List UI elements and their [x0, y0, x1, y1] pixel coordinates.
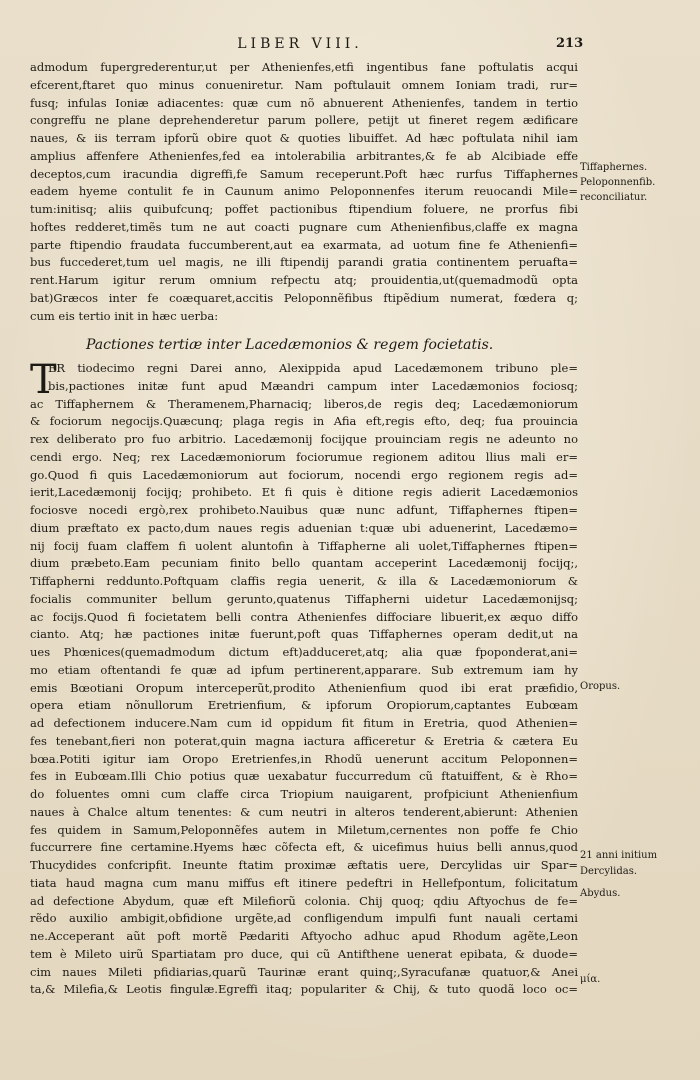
text-line: parte ftipendio fraudata fuccumberent,aut ea exarmata, ad uotum fine fe Athenienfi= — [30, 237, 578, 252]
text-line: congreffu ne plane deprehenderetur parum pollere, petijt ut fineret regem ædificare — [30, 113, 578, 128]
text-line: bus fuccederet,tum uel magis, ne illi ftipendij parandi gratia continentem peruafta= — [30, 255, 578, 270]
text-line: efcerent,ftaret quo minus conueniretur. Nam poftulauit omnem Ioniam tradi, rur= — [30, 77, 578, 92]
text-line: rẽdo auxilio ambigit,obfidione urgẽte,ad confligendum impulfi funt nauali certami — [30, 911, 578, 926]
text-line: fes in Eubœam.Illi Chio potius quæ uexabatur fuccurredum cũ ftatuiffent, & è Rho= — [30, 769, 578, 784]
text-line: do foluentes omni cum claffe circa Triopium nauigarent, profpiciunt Athenienfium — [30, 787, 578, 801]
text-line: ierit,Lacedæmonij focijq; prohibeto. Et fi quis è ditione regis adierit Lacedæmonios — [30, 485, 578, 500]
paragraph-2 — [30, 357, 578, 999]
section-heading: Pactiones tertiæ inter Lacedæmonios & regem focietatis. — [86, 337, 494, 353]
text-line: dium præbeto.Eam pecuniam finito bello quantam acceperint Lacedæmonij focijq;, — [30, 556, 578, 571]
text-line: ad defectione Abydum, quæ eft Milefiorũ colonia. Chij quoq; qdiu Aftyochus de fe= — [30, 893, 578, 908]
text-line: cum eis tertio init in hæc uerba: — [30, 308, 219, 323]
text-line: ac focijs.Quod fi focietatem belli contra Athenienfes diffociare libuerit,ex æquo diffo — [30, 609, 578, 624]
text-line: Thucydides confcripfit. Ineunte ftatim proximæ æftatis uere, Dercylidas uir Spar= — [30, 858, 578, 872]
text-line: bat)Græcos inter fe coæquaret,accitis Peloponnẽfibus ftipẽdium numerat, fœdera q; — [30, 290, 578, 305]
margin-note: Dercylidas. — [580, 866, 638, 877]
running-head: LIBER VIII. — [237, 36, 363, 52]
text-line: bis,pactiones initæ funt apud Mæandri campum inter Lacedæmonios fociosq; — [48, 378, 578, 393]
text-line: cendi ergo. Neq; rex Lacedæmoniorum fociorumue regionem aditou llius mali er= — [30, 449, 578, 464]
page-header — [0, 34, 700, 56]
drop-cap: T — [30, 357, 57, 403]
text-line: tum:initisq; aliis quibufcunq; poffet pactionibus ftipendium foluere, ne prorfus fibi — [30, 202, 578, 216]
text-line: hoftes redderet,timẽs tum ne aut coacti pugnare cum Athenienfibus,claffe ex magna — [30, 219, 578, 234]
text-line: fociosve nocedi ergò,rex prohibeto.Nauibus quæ nunc adfunt, Tiffaphernes ftipen= — [30, 503, 578, 517]
text-line: deceptos,cum iracundia digreffi,fe Samum receperunt.Poft hæc rurfus Tiffaphernes — [30, 166, 578, 181]
text-line: dium præftato ex pacto,dum naues regis aduenian t:quæ ubi aduenerint, Lacedæmo= — [30, 520, 578, 535]
text-line: ues Phœnices(quemadmodum dictum eft)adduceret,atq; alia quæ fpoponderat,ani= — [30, 645, 578, 659]
margin-note: Abydus. — [580, 888, 621, 899]
text-line: cim naues Mileti pfidiarias,quarũ Taurinæ erant quinq;,Syracufanæ quatuor,& Anei — [30, 964, 578, 979]
margin-note: Tiffaphernes. — [580, 162, 648, 173]
text-line: emis Bœotiani Oropum interceperũt,prodito Athenienfium quod ibi erat præfidio, — [30, 680, 578, 695]
text-line: admodum fupergrederentur,ut per Athenienfes,etfi ingentibus fane poftulatis acqui — [30, 60, 578, 74]
text-line: naues à Chalce altum tenentes: & cum neutri in alteros tenderent,abierunt: Athenien — [30, 804, 578, 819]
text-line: focialis communiter bellum gerunto,quatenus Tiffapherni uidetur Lacedæmonijsq; — [30, 591, 578, 606]
text-line: Tiffapherni reddunto.Poftquam claffis regia uenerit, & illa & Lacedæmoniorum & — [30, 574, 578, 588]
margin-note: Peloponnenfib. — [580, 177, 656, 188]
text-line: ER tiodecimo regni Darei anno, Alexippida apud Lacedæmonem tribuno ple= — [48, 361, 578, 375]
text-line: rex deliberato pro fuo arbitrio. Lacedæmonij focijque prouinciam regis ne adeunto no — [30, 432, 578, 446]
margin-note: Oropus. — [580, 681, 621, 692]
text-line: tiata haud magna cum manu miffus eft itinere pedeftri in Hellefpontum, folicitatum — [30, 875, 578, 890]
text-line: go.Quod fi quis Lacedæmoniorum aut fociorum, nocendi ergo regionem regis ad= — [30, 467, 578, 482]
margin-note: reconciliatur. — [580, 192, 648, 203]
text-line: tem è Mileto uirũ Spartiatam pro duce, qui cũ Antifthene uenerat epibata, & duode= — [30, 946, 578, 961]
text-line: naues, & iis terram ipforũ obire quot & quoties libuiffet. Ad hæc poftulata nihil iam — [30, 131, 578, 145]
margin-note: μία. — [580, 974, 601, 985]
text-line: ad defectionem inducere.Nam cum id oppidum fit fitum in Eretria, quod Athenien= — [30, 716, 578, 730]
text-line: nij focij fuam claffem fi uolent aluntofin à Tiffapherne ali uolet,Tiffaphernes ftipen= — [30, 538, 578, 553]
text-line: eadem hyeme contulit fe in Caunum animo Peloponnenfes iterum reuocandi Mile= — [30, 184, 578, 199]
text-line: cianto. Atq; hæ pactiones initæ fuerunt,poft quas Tiffaphernes operam dedit,ut na — [30, 627, 578, 642]
text-line: mo etiam oftentandi fe quæ ad ipfum pertinerent,apparare. Sub extremum iam hy — [30, 662, 578, 677]
text-line: rent.Harum igitur rerum omnium refpectu atq; prouidentia,ut(quemadmodũ opta — [30, 273, 578, 287]
text-line: fusq; infulas Ioniæ adiacentes: quæ cum nõ abnuerent Athenienfes, tandem in tertio — [30, 95, 578, 110]
text-line: fes tenebant,fieri non poterat,quin magna iactura afficeretur & Eretria & cætera Eu — [30, 733, 578, 748]
text-line: ne.Acceperant aũt poft mortẽ Pædariti Aftyocho adhuc apud Rhodum agẽte,Leon — [30, 929, 578, 943]
paragraph-1 — [30, 59, 578, 325]
margin-note: 21 anni initium — [580, 850, 658, 861]
text-line: bœa.Potiti igitur iam Oropo Eretrienfes,in Rhodũ uenerunt accitum Peloponnen= — [30, 751, 578, 766]
text-line: opera etiam nõnullorum Eretrienfium, & ipforum Oropiorum,captantes Eubœam — [30, 698, 578, 713]
page-number: 213 — [556, 36, 584, 51]
text-line: fes quidem in Samum,Peloponnẽfes autem in Miletum,cernentes non poffe fe Chio — [30, 822, 578, 837]
text-line: amplius affenfere Athenienfes,fed ea intolerabilia arbitrantes,& fe ab Alcibiade effe — [30, 148, 578, 163]
text-line: ac Tiffaphernem & Theramenem,Pharnaciq; liberos,de regis deq; Lacedæmoniorum — [30, 396, 578, 411]
text-line: ta,& Milefia,& Leotis fingulæ.Egreffi itaq; populariter & Chij, & tuto quodã loco oc= — [30, 982, 578, 997]
text-line: fuccurrere fine certamine.Hyems hæc cõfecta eft, & uicefimus huius belli annus,quod — [30, 840, 578, 855]
text-line: & fociorum negocijs.Quæcunq; plaga regis in Afia eft,regis efto, deq; fua prouincia — [30, 414, 578, 429]
